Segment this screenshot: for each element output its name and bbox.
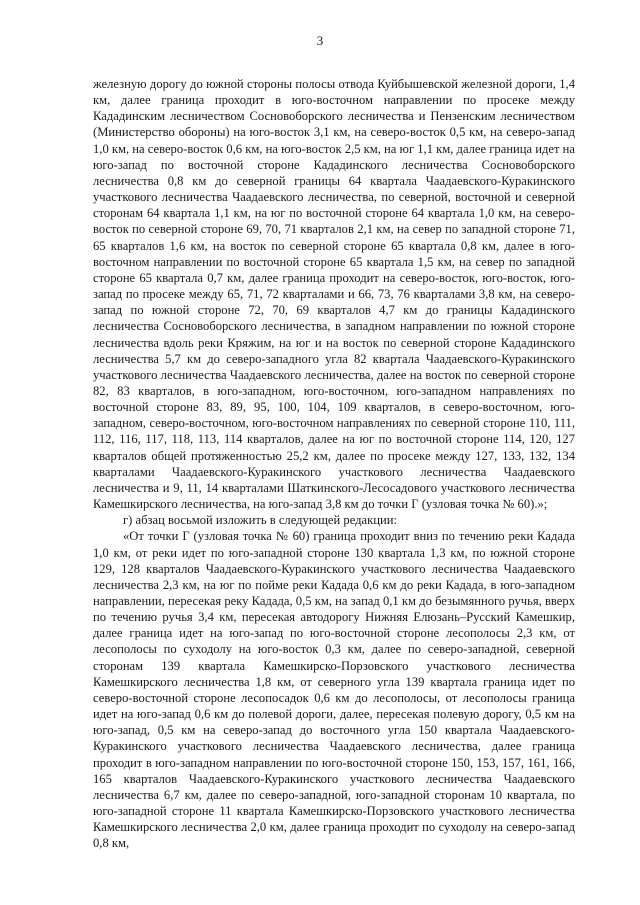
- paragraph-boundary-description-continued: железную дорогу до южной стороны полосы отвода Куйбышевской железной дороги, 1,4 км, далее граница проходит в юго-восточном направлении по просеке между Кададинским лесничеством Сосновоборского лесничества и Пензенским лесничеством (Министерство обороны) на юго-восток 3,1 км, на северо-восток 0,5 км, на северо-запад 1,0 км, на северо-восток 0,6 км, на юго-восток 2,5 км, на юг 1,1 км, далее граница идет на юго-запад по восточной стороне Кададинского лесничества Сосновоборского лесничества 0,8 км до северной границы 64 квартала Чаадаевского-Куракинского участкового лесничества Чаадаевского лесничества, по северной, восточной и северной сторонам 64 квартала 1,1 км, на юг по восточной стороне 64 квартала 1,0 км, на северо-восток по северной стороне 69, 70, 71 кварталов 2,1 км, на север по западной стороне 71, 65 кварталов 1,6 км, на восток по северной стороне 65 квартала 0,8 км, далее в юго-восточном направлении по восточной стороне 65 квартала 1,5 км, на север по западной стороне 65 квартала 0,7 км, далее граница проходит на северо-восток, юго-восток, юго-запад по просеке между 65, 71, 72 кварталами и 66, 73, 76 кварталами 3,8 км, на северо-запад по южной стороне 72, 70, 69 кварталов 4,7 км до границы Кададинского лесничества Сосновоборского лесничества, в западном направлении по южной стороне лесничества вдоль реки Кряжим, на юг и на восток по северной стороне Кададинского лесничества 5,7 км до северо-западного угла 82 квартала Чаадаевского-Куракинского участкового лесничества Чаадаевского лесничества, далее на восток по северной стороне 82, 83 кварталов, в юго-западном, юго-восточном, юго-западном направлениях по восточной стороне 83, 89, 95, 100, 104, 109 кварталов, в северо-восточном, юго-западном, северо-восточном, юго-восточном направлениях по северной стороне 110, 111, 112, 116, 117, 118, 113, 114 кварталов, далее на юг по восточной стороне 114, 120, 127 кварталов общей протяженностью 25,2 км, далее по просеке между 127, 133, 132, 134 кварталами Чаадаевского-Куракинского участкового лесничества Чаадаевского лесничества и 9, 11, 14 кварталами Шаткинского-Лесосадового участкового лесничества Камешкирского лесничества, на юго-запад 3,8 км до точки Г (узловая точка № 60).»;: [93, 77, 575, 512]
- page-number: 3: [316, 33, 324, 48]
- paragraph-point-g-boundary: «От точки Г (узловая точка № 60) граница проходит вниз по течению реки Кадада 1,0 км, от реки идет по юго-западной стороне 130 квартала 1,3 км, по южной стороне 129, 128 кварталов Чаадаевского-Куракинского участкового лесничества Чаадаевского лесничества 2,3 км, на юг по пойме реки Кадада 0,6 км до реки Кадада, в юго-западном направлении, пересекая реку Кадада, 0,5 км, на запад 0,1 км до безымянного ручья, вверх по течению ручья 3,4 км, пересекая автодорогу Нижняя Елюзань–Русский Камешкир, далее граница идет на юго-запад по юго-восточной стороне лесополосы 2,3 км, от лесополосы по суходолу на юго-восток 0,3 км, далее по северо-западной, северной сторонам 139 квартала Камешкирско-Порзовского участкового лесничества Камешкирского лесничества 1,8 км, от северного угла 139 квартала граница идет по северо-восточной стороне лесопосадок 0,6 км до лесополосы, от лесополосы граница идет на юго-запад 0,6 км до полевой дороги, далее, пересекая полевую дорогу, 0,5 км на юго-запад, 0,5 км на северо-запад до восточного угла 150 квартала Чаадаевского-Куракинского участкового лесничества Чаадаевского лесничества, далее граница проходит в юго-западном направлении по юго-восточной стороне 150, 153, 157, 161, 166, 165 кварталов Чаадаевского-Куракинского участкового лесничества Чаадаевского лесничества 6,7 км, далее по северо-западной, юго-западной сторонам 10 квартала, по юго-западной стороне 11 квартала Камешкирско-Порзовского участкового лесничества Камешкирского лесничества 2,0 км, далее граница проходит по суходолу на северо-запад 0,8 км,: [93, 529, 575, 851]
- document-body: [93, 76, 575, 852]
- paragraph-amendment-instruction: г) абзац восьмой изложить в следующей редакции:: [123, 513, 397, 528]
